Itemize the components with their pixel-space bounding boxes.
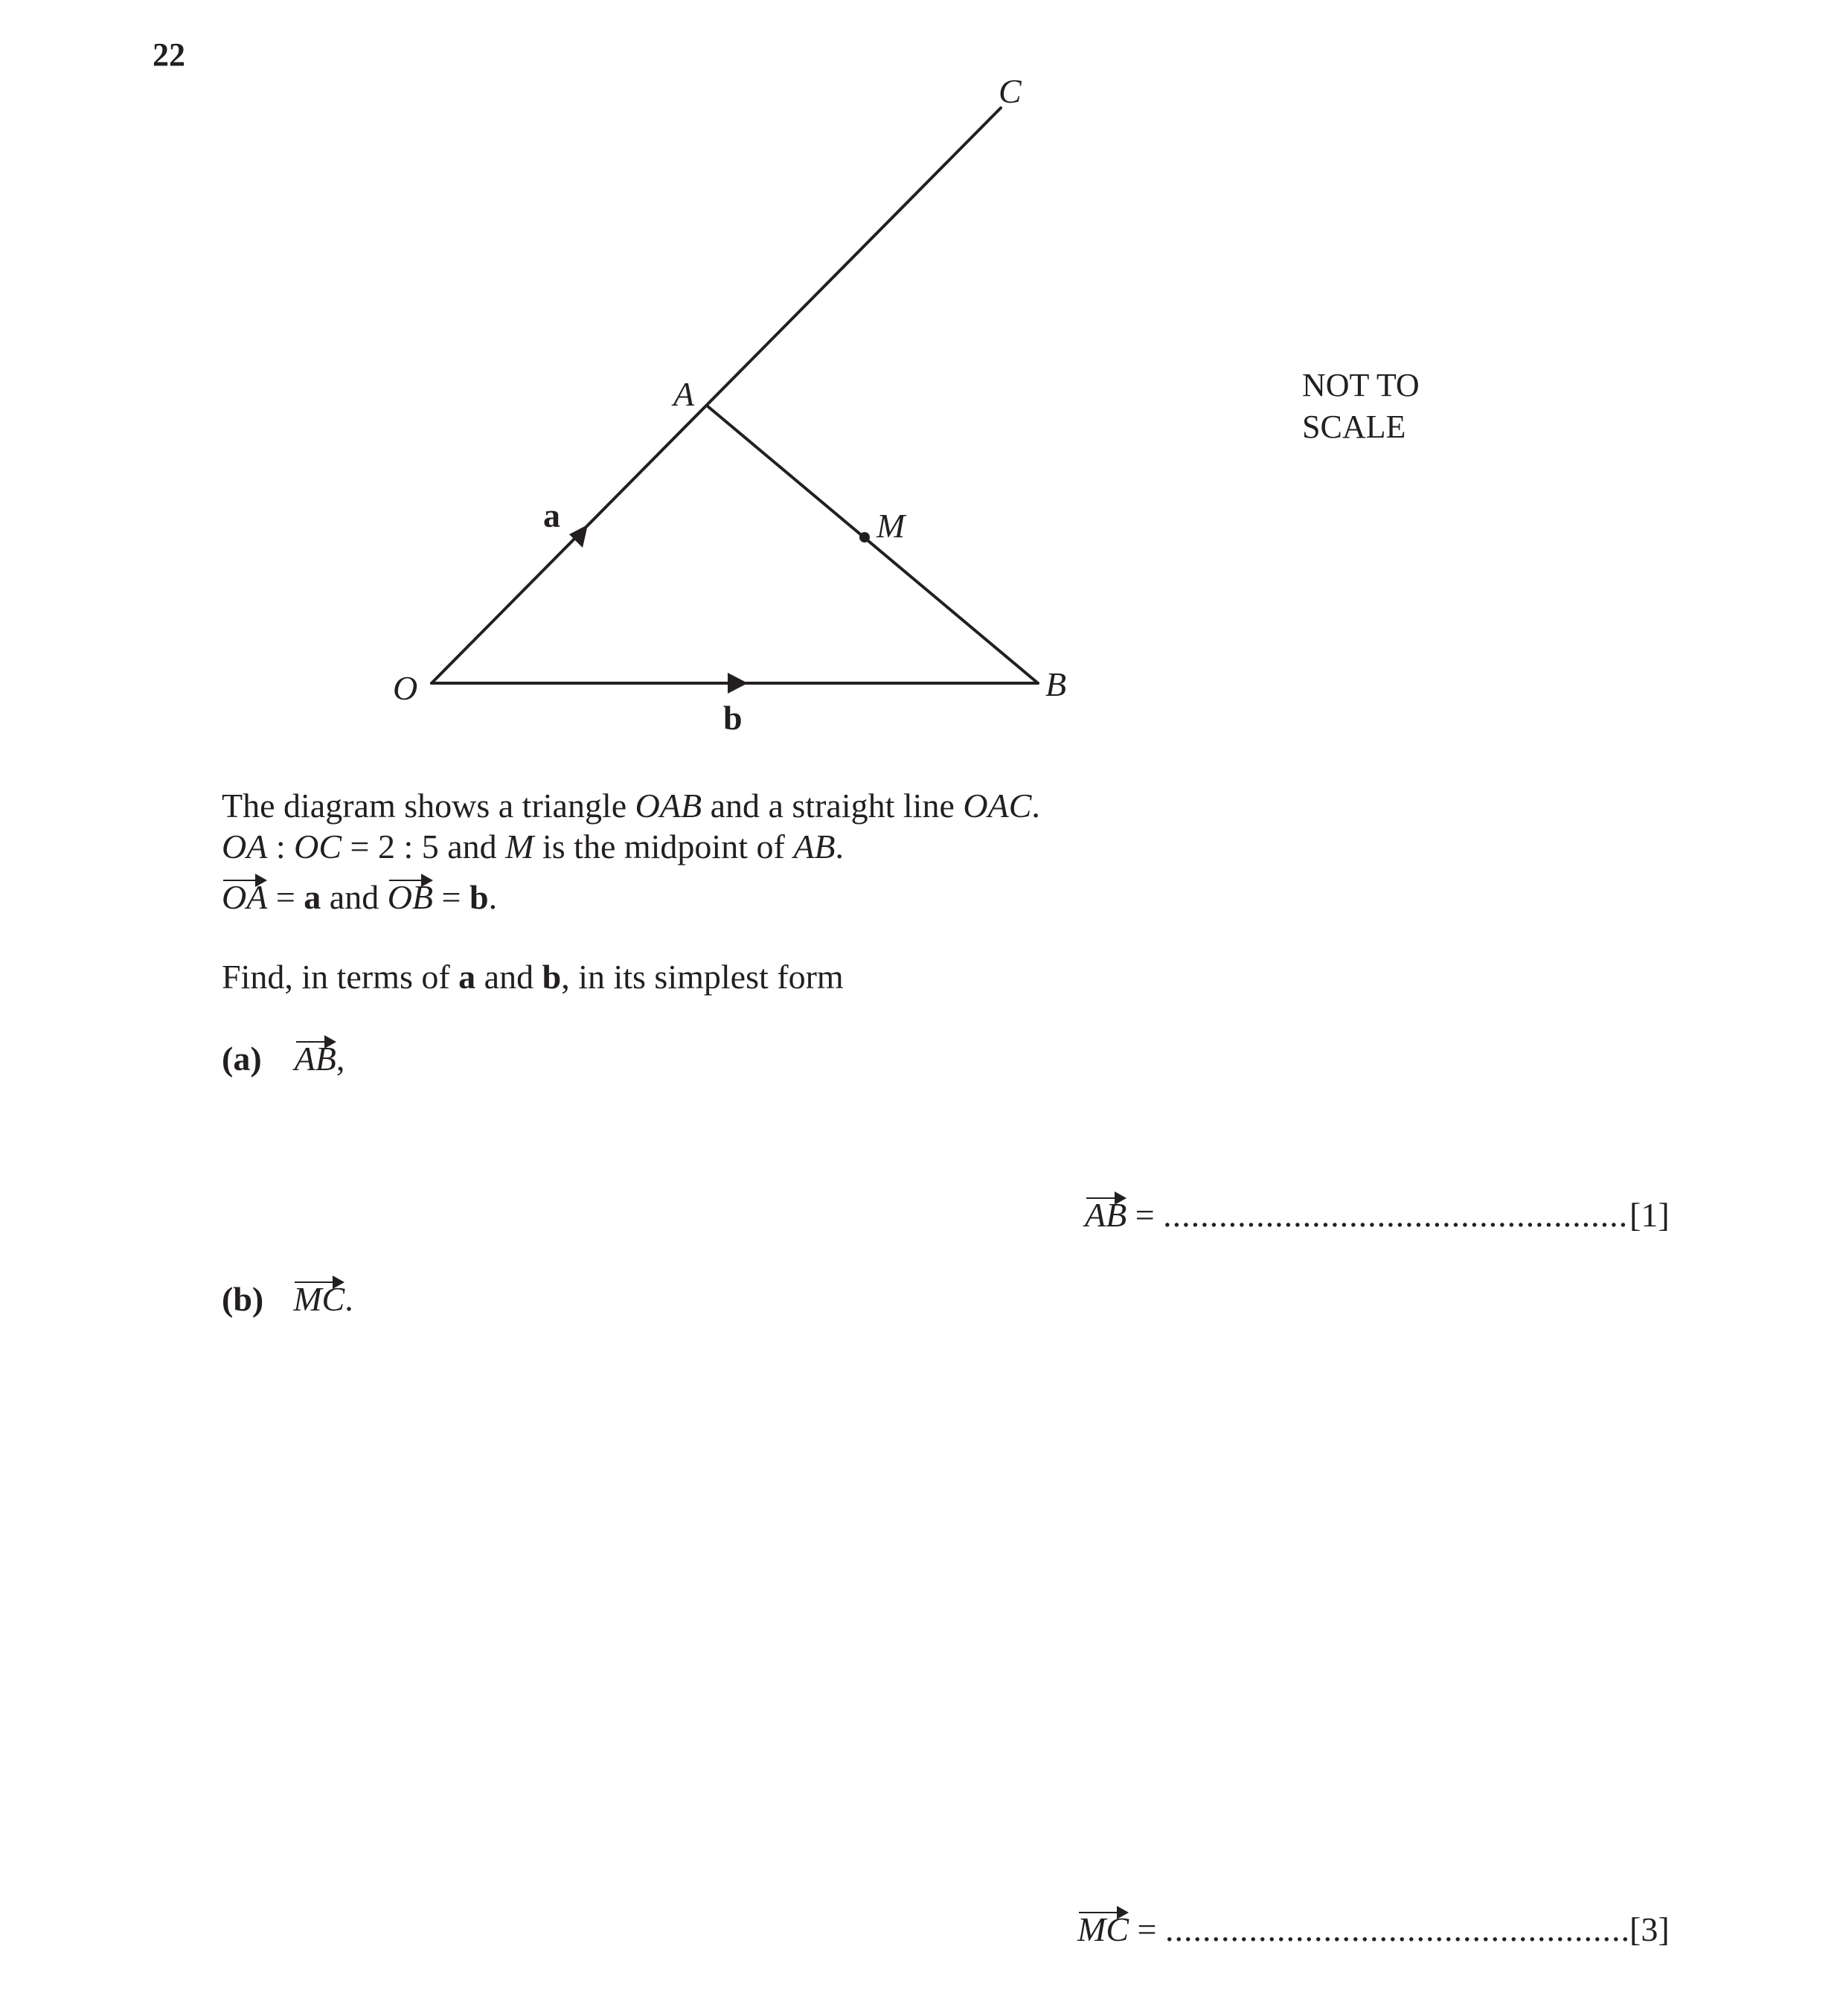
part-b-question: (b) MC.: [222, 1279, 353, 1320]
part-a-answer-line: AB = ..................................................: [1085, 1194, 1628, 1236]
part-a-answer-space[interactable]: ..................................................: [1163, 1196, 1629, 1234]
description-line-2: OA : OC = 2 : 5 and M is the midpoint of AB.: [222, 828, 845, 865]
label-c: C: [999, 72, 1022, 110]
part-a-marks: [1]: [1629, 1196, 1670, 1234]
part-b-answer-vector: MC: [1077, 1909, 1129, 1951]
label-vector-a: a: [543, 496, 560, 534]
label-m: M: [876, 507, 906, 545]
point-m: [859, 532, 870, 543]
line-ab: [707, 406, 1038, 683]
part-b-vector: MC: [293, 1279, 344, 1320]
not-to-scale-note: [1302, 365, 1420, 448]
part-a-label: (a): [222, 1040, 262, 1078]
arrow-oa: [569, 525, 588, 548]
part-b-answer-space[interactable]: ..................................................: [1164, 1910, 1630, 1948]
part-a-vector: AB: [295, 1038, 336, 1080]
description-line-3: OA = a and OB = b.: [222, 877, 497, 918]
arrow-ob: [728, 673, 748, 694]
line-oc: [432, 108, 1001, 683]
note-line-2: SCALE: [1302, 409, 1406, 445]
part-b-marks: [3]: [1629, 1910, 1670, 1948]
label-a: A: [673, 375, 695, 413]
note-line-1: NOT TO: [1302, 367, 1420, 403]
description-line-1: The diagram shows a triangle OAB and a straight line OAC.: [222, 787, 1040, 825]
instruction-line: Find, in terms of a and b, in its simplest form: [222, 958, 844, 996]
vector-oa: OA: [222, 877, 267, 918]
part-b-answer-line: MC = ..................................................: [1077, 1909, 1630, 1951]
question-number: 22: [153, 36, 185, 73]
label-b: B: [1045, 665, 1067, 703]
part-a-question: (a) AB,: [222, 1038, 344, 1080]
vector-triangle-diagram: [0, 0, 1846, 781]
part-b-label: (b): [222, 1280, 264, 1318]
label-o: O: [393, 669, 418, 707]
vector-ob: OB: [388, 877, 433, 918]
label-vector-b: b: [723, 699, 743, 737]
part-a-answer-vector: AB: [1085, 1194, 1126, 1236]
